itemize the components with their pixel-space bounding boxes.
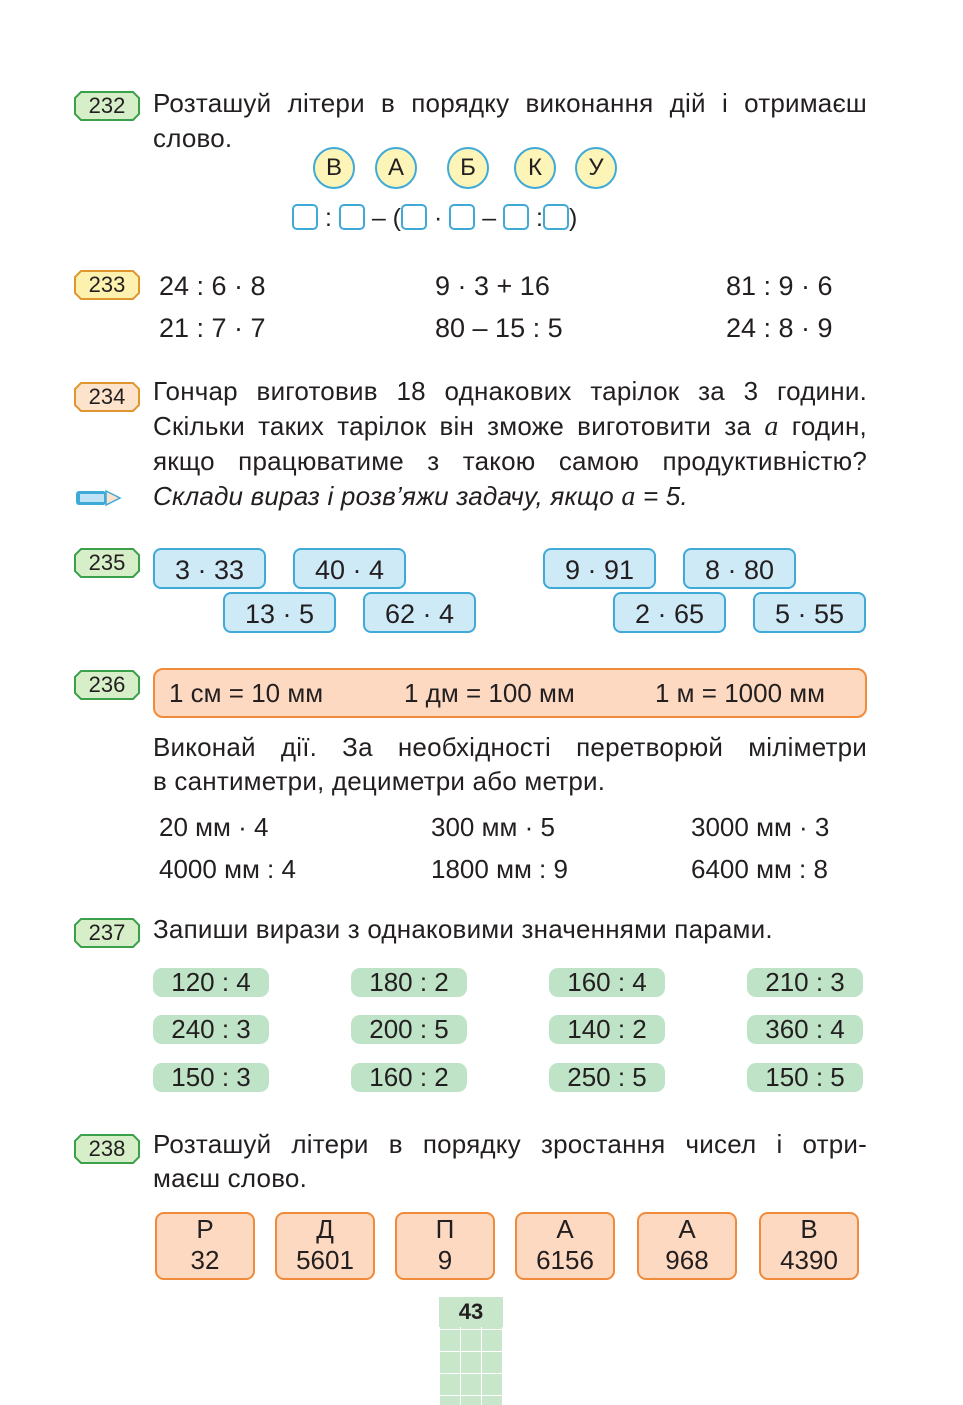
task-number-235: 235 [74, 548, 140, 578]
card-letter: Д [316, 1214, 334, 1244]
letter-circle: К [514, 147, 556, 189]
answer-box[interactable] [543, 204, 569, 230]
letter-number-card [155, 1212, 255, 1280]
task-234-text-line1: Гончар виготовив 18 однакових тарілок за 3 години. [153, 376, 867, 406]
expression-box: 2 · 65 [613, 592, 726, 633]
expression-box: 8 · 80 [683, 548, 796, 589]
unit-equivalence: 1 дм = 100 мм [404, 678, 575, 708]
expression: 1800 мм : 9 [431, 854, 568, 884]
answer-box[interactable] [339, 204, 365, 230]
expression-pill: 150 : 3 [153, 1063, 269, 1092]
letter-number-card [637, 1212, 737, 1280]
card-number: 9 [437, 1245, 453, 1275]
expression-box: 62 · 4 [363, 592, 476, 633]
card-number: 6156 [536, 1245, 594, 1275]
unit-equivalence: 1 см = 10 мм [169, 678, 324, 708]
expression: 24 : 6 · 8 [159, 271, 266, 301]
page-number-tab [439, 1297, 503, 1405]
card-letter: А [678, 1214, 696, 1244]
letter-circle: В [313, 147, 355, 189]
letter-number-card [275, 1212, 375, 1280]
expression-box: 3 · 33 [153, 548, 266, 589]
order-of-operations-template [292, 200, 577, 236]
task-234-text-line3: якщо працюватиме з такою самою продуктивністю? [153, 446, 867, 476]
card-letter: П [435, 1214, 455, 1244]
task-number-234: 234 [74, 382, 140, 412]
expression: 80 – 15 : 5 [435, 313, 563, 343]
letter-number-card [759, 1212, 859, 1280]
expression: 4000 мм : 4 [159, 854, 296, 884]
card-number: 32 [190, 1245, 220, 1275]
card-letter: В [800, 1214, 818, 1244]
expression: 6400 мм : 8 [691, 854, 828, 884]
task-number-238: 238 [74, 1134, 140, 1164]
operator: : [536, 204, 543, 232]
expression: 20 мм · 4 [159, 812, 269, 842]
expression-pill: 360 : 4 [747, 1015, 863, 1044]
expression: 9 · 3 + 16 [435, 271, 550, 301]
task-number-237: 237 [74, 918, 140, 948]
task-238-text-line1: Розташуй літери в порядку зростання чисел і отри- [153, 1129, 867, 1159]
letter-circle: Б [447, 147, 489, 189]
answer-box[interactable] [401, 204, 427, 230]
expression: 3000 мм · 3 [691, 812, 830, 842]
card-number: 5601 [296, 1245, 354, 1275]
task-number-232: 232 [74, 91, 140, 121]
expression-pill: 180 : 2 [351, 968, 467, 997]
expression: 24 : 8 · 9 [726, 313, 833, 343]
task-232-text-line2: слово. [153, 123, 233, 153]
expression-pill: 150 : 5 [747, 1063, 863, 1092]
expression-pill: 210 : 3 [747, 968, 863, 997]
unit-equivalence: 1 м = 1000 мм [655, 678, 826, 708]
operator: ) [568, 204, 578, 232]
operator: – [371, 204, 386, 232]
expression-pill: 160 : 2 [351, 1063, 467, 1092]
operator: : [324, 204, 332, 232]
task-232-text-line1: Розташуй літери в порядку виконання дій і отримаєш [153, 88, 867, 118]
task-number-236: 236 [74, 670, 140, 700]
letter-number-card [515, 1212, 615, 1280]
task-number-233: 233 [74, 270, 140, 300]
expression-pill: 240 : 3 [153, 1015, 269, 1044]
expression-pill: 140 : 2 [549, 1015, 665, 1044]
letter-circle: А [375, 147, 417, 189]
task-234-instruction: Склади вираз і розв’яжи задачу, якщо a = 5. [153, 481, 688, 512]
letter-number-card [395, 1212, 495, 1280]
task-234-text-line2: Скільки таких тарілок він зможе виготовити за a годин, [153, 411, 867, 442]
letter-circle: У [575, 147, 617, 189]
expression: 300 мм · 5 [431, 812, 555, 842]
operator: ( [392, 204, 401, 232]
pencil-icon [74, 487, 122, 514]
card-number: 968 [665, 1245, 709, 1275]
expression-pill: 120 : 4 [153, 968, 269, 997]
task-237-text: Запиши вирази з однаковими значеннями парами. [153, 914, 773, 944]
card-letter: Р [196, 1214, 214, 1244]
card-number: 4390 [780, 1245, 838, 1275]
operator: · [433, 204, 443, 232]
expression-box: 13 · 5 [223, 592, 336, 633]
expression-box: 5 · 55 [753, 592, 866, 633]
task-238-text-line2: маєш слово. [153, 1163, 308, 1193]
task-236-text-line1: Виконай дії. За необхідності перетворюй міліметри [153, 732, 867, 762]
card-letter: А [556, 1214, 574, 1244]
expression-pill: 250 : 5 [549, 1063, 665, 1092]
page-number: 43 [439, 1297, 503, 1327]
answer-box[interactable] [449, 204, 475, 230]
expression: 21 : 7 · 7 [159, 313, 266, 343]
answer-box[interactable] [503, 204, 529, 230]
expression: 81 : 9 · 6 [726, 271, 833, 301]
task-236-text-line2: в сантиметри, дециметри або метри. [153, 766, 606, 796]
expression-box: 40 · 4 [293, 548, 406, 589]
expression-pill: 160 : 4 [549, 968, 665, 997]
answer-box[interactable] [292, 204, 318, 230]
operator: – [482, 204, 497, 232]
expression-box: 9 · 91 [543, 548, 656, 589]
expression-pill: 200 : 5 [351, 1015, 467, 1044]
units-reference-box [153, 668, 867, 718]
